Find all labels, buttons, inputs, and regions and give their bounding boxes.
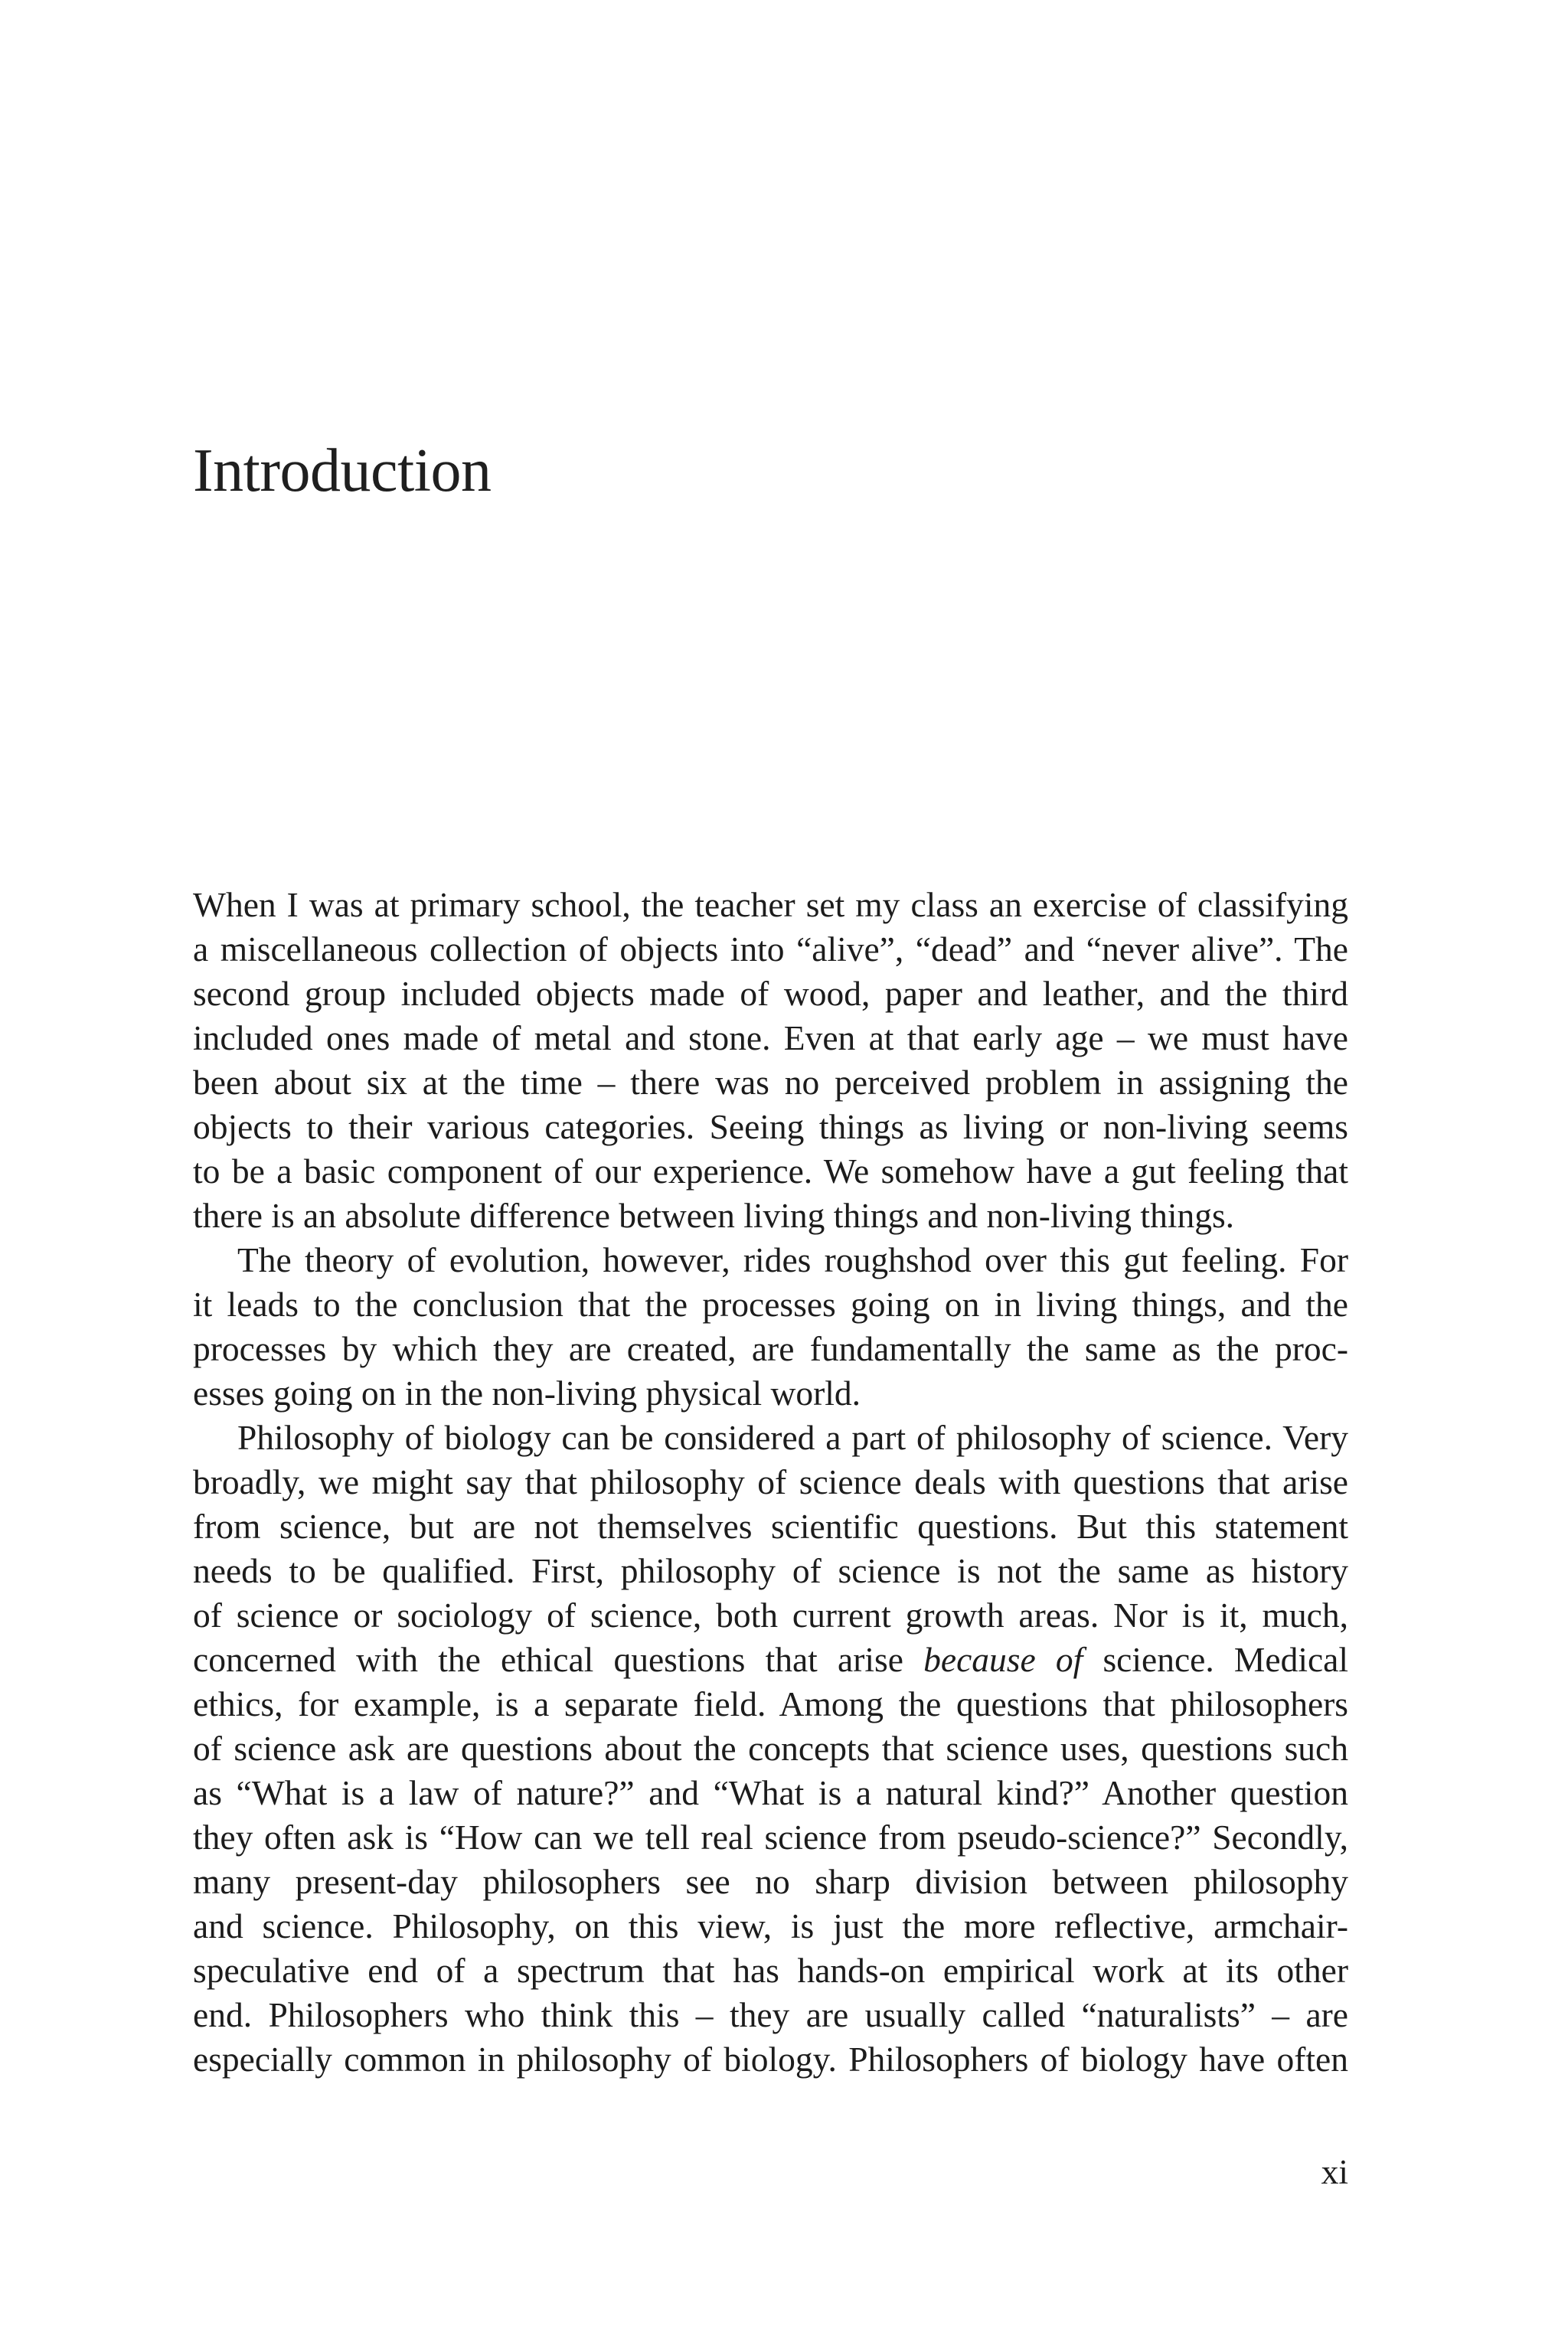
- text-line: it leads to the conclusion that the processes going on in living things, and the: [193, 1285, 1348, 1324]
- text-line: speculative end of a spectrum that has hands-on empirical work at its other: [193, 1951, 1348, 1990]
- text-line: end. Philosophers who think this – they are usually called “naturalists” – are: [193, 1995, 1348, 2034]
- text-line: objects to their various categories. Seeing things as living or non-living seems: [193, 1107, 1348, 1146]
- text-line: When I was at primary school, the teacher set my class an exercise of classifying: [193, 885, 1348, 924]
- text-line: and science. Philosophy, on this view, is just the more reflective, armchair-: [193, 1906, 1348, 1945]
- text-line: needs to be qualified. First, philosophy of science is not the same as history: [193, 1551, 1348, 1590]
- text-line: ethics, for example, is a separate field. Among the questions that philosophers: [193, 1684, 1348, 1723]
- text-line: esses going on in the non-living physical world.: [193, 1374, 861, 1413]
- text-line: as “What is a law of nature?” and “What is a natural kind?” Another question: [193, 1773, 1348, 1812]
- text-line: to be a basic component of our experience. We somehow have a gut feeling that: [193, 1152, 1348, 1191]
- text-line: many present-day philosophers see no sharp division between philosophy: [193, 1862, 1348, 1901]
- text-line: Philosophy of biology can be considered a part of philosophy of science. Very: [237, 1418, 1348, 1457]
- text-line: especially common in philosophy of biology. Philosophers of biology have often: [193, 2040, 1348, 2079]
- text-line: broadly, we might say that philosophy of science deals with questions that arise: [193, 1462, 1348, 1501]
- text-line: concerned with the ethical questions that arise because of science. Medical: [193, 1640, 1349, 1679]
- text-line: of science ask are questions about the concepts that science uses, questions such: [193, 1729, 1348, 1768]
- emphasis: because of: [923, 1640, 1083, 1679]
- text-line: second group included objects made of wood, paper and leather, and the third: [193, 974, 1348, 1013]
- body-text: [193, 883, 1348, 2082]
- text-line: of science or sociology of science, both current growth areas. Nor is it, much,: [193, 1596, 1348, 1635]
- text-line: included ones made of metal and stone. Even at that early age – we must have: [193, 1018, 1348, 1057]
- text-line: they often ask is “How can we tell real science from pseudo-science?” Secondly,: [193, 1818, 1348, 1857]
- chapter-title: Introduction: [193, 437, 492, 505]
- text-line: a miscellaneous collection of objects into “alive”, “dead” and “never alive”. The: [193, 929, 1348, 969]
- page-number: xi: [1321, 2152, 1348, 2191]
- text-line: there is an absolute difference between living things and non-living things.: [193, 1196, 1235, 1235]
- text-line: processes by which they are created, are fundamentally the same as the proc-: [193, 1329, 1348, 1368]
- text-line: The theory of evolution, however, rides roughshod over this gut feeling. For: [237, 1240, 1348, 1279]
- text-line: been about six at the time – there was no perceived problem in assigning the: [193, 1063, 1348, 1102]
- text-line: from science, but are not themselves scientific questions. But this statement: [193, 1507, 1348, 1546]
